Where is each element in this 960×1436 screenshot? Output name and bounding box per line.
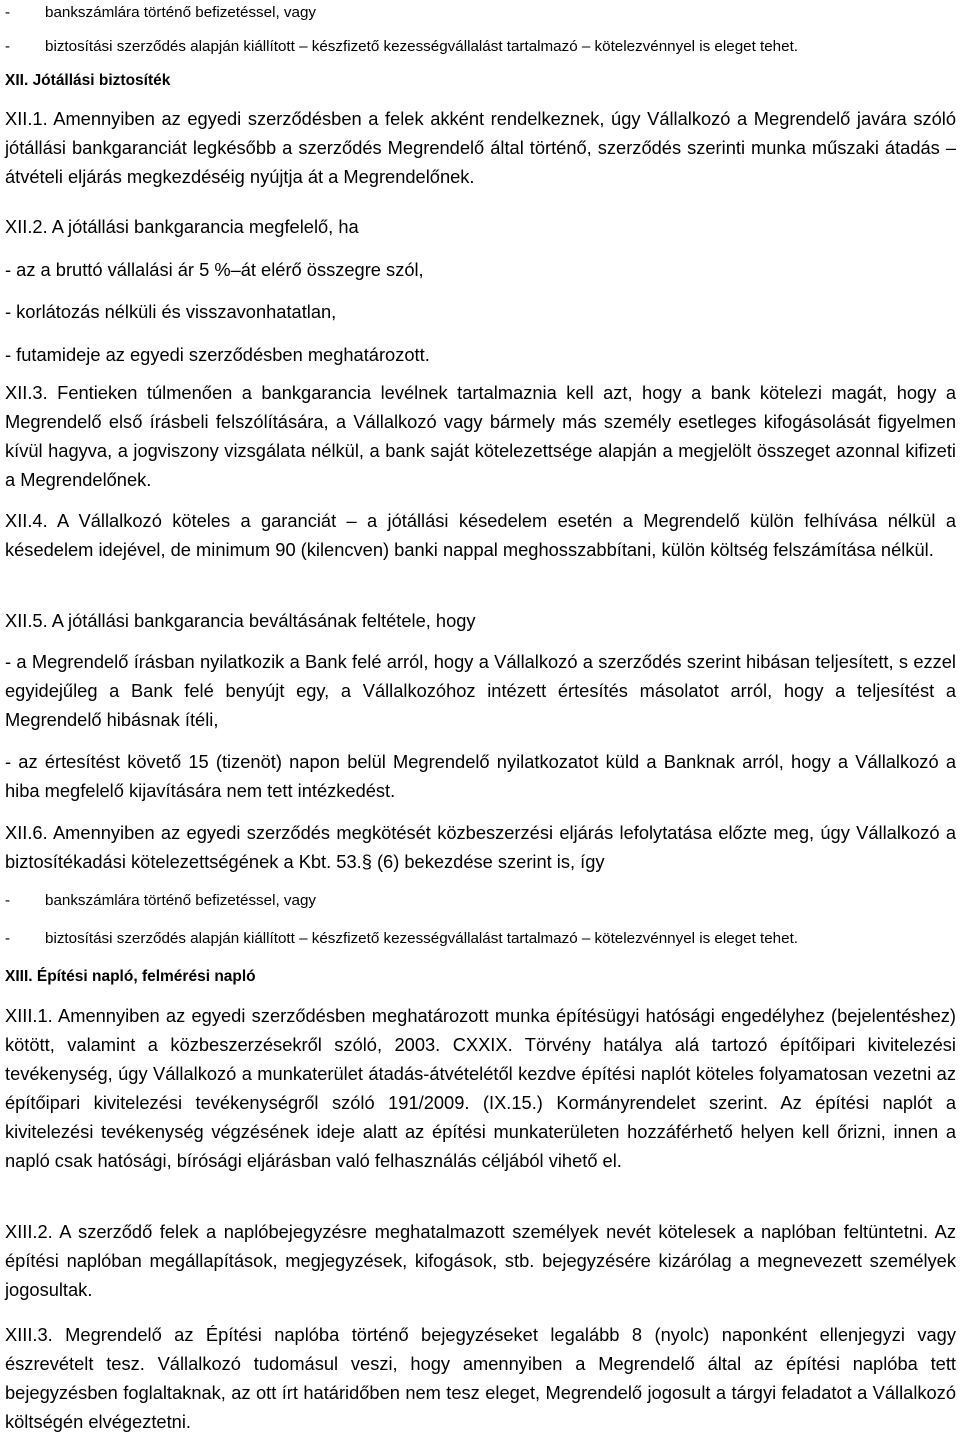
list-item: - a Megrendelő írásban nyilatkozik a Bank felé arról, hogy a Vállalkozó a szerződés szerint hibásan teljesített, s ezzel egyidejűleg a Bank felé benyújt egy, a Vállalkozóhoz intézett értesítés másolatot arról, hogy a teljesítést a Megrendelő hibásnak ítéli, [5, 651, 956, 730]
paragraph-xiii-2: XIII.2. A szerződő felek a naplóbejegyzésre meghatalmazott személyek nevét kötelesek a naplóban feltüntetni. Az építési naplóban megállapítások, megjegyzések, kifogások, stb. bejegyzésére kizárólag a megnevezett személyek jogosultak. [5, 1221, 956, 1300]
paragraph-xii-6: XII.6. Amennyiben az egyedi szerződés megkötését közbeszerzési eljárás lefolytatása előzte meg, úgy Vállalkozó a biztosítékadási kötelezettségének a Kbt. 53.§ (6) bekezdése szerint is, így [5, 822, 956, 872]
list-dash: - [5, 38, 11, 55]
paragraph-xii-1: XII.1. Amennyiben az egyedi szerződésben a felek akként rendelkeznek, úgy Vállalkozó a Megrendelő javára szóló jótállási bankgaranciát legkésőbb a szerződés Megrendelő által történő, szerződés szerinti munka műszaki átadás – átvételi eljárás megkezdéséig nyújtja át a Megrendelőnek. [5, 108, 956, 187]
list-item: - korlátozás nélküli és visszavonhatatlan, [5, 301, 337, 322]
paragraph-xiii-3: XIII.3. Megrendelő az Építési naplóba történő bejegyzéseket legalább 8 (nyolc) naponként ellenjegyzi vagy észrevételt tesz. Vállalkozó tudomásul veszi, hogy amennyiben a Megrendelő által az építési naplóba tett bejegyzésben foglaltaknak, az ott írt határidőben nem tesz eleget, Megrendelő jogosult a tárgyi feladatot a Vállalkozó költségén elvégeztetni. [5, 1324, 956, 1432]
list-item: - az értesítést követő 15 (tizenöt) napon belül Megrendelő nyilatkozatot küld a Banknak arról, hogy a Vállalkozó a hiba megfelelő kijavítására nem tett intézkedést. [5, 751, 956, 801]
list-item: - futamideje az egyedi szerződésben meghatározott. [5, 344, 430, 365]
list-dash: - [5, 892, 11, 909]
paragraph-xiii-1: XIII.1. Amennyiben az egyedi szerződésben meghatározott munka építésügyi hatósági engedélyhez (bejelentéshez) kötött, valamint a közbeszerzésekről szóló, 2003. CXXIX. Törvény hatálya alá tartozó építőipari kivitelezési tevékenység, úgy Vállalkozó a munkaterület átadás-átvételétől kezdve építési naplót köteles folyamatosan vezetni az építőipari kivitelezési tevékenységről szóló 191/2009. (IX.15.) Kormányrendelet szerint. Az építési naplót a kivitelezési tevékenység végzésének ideje alatt az építési munkaterületen hozzáférhető helyen kell őrizni, innen a napló csak hatósági, bírósági eljárásban való felhasználás céljából vihető el. [5, 1005, 956, 1171]
list-dash: - [5, 4, 11, 21]
list-item: - biztosítási szerződés alapján kiállított – készfizető kezességvállalást tartalmazó – kötelezvénnyel is eleget tehet. [5, 930, 799, 947]
top-list-item: - biztosítási szerződés alapján kiállított – készfizető kezességvállalást tartalmazó – kötelezvénnyel is eleget tehet. [5, 38, 799, 55]
paragraph-xii-3: XII.3. Fentieken túlmenően a bankgarancia levélnek tartalmaznia kell azt, hogy a bank kötelezi magát, hogy a Megrendelő első írásbeli felszólítására, a Vállalkozó vagy bármely más személy esetleges kifogásolását figyelmen kívül hagyva, a jogviszony vizsgálata nélkül, a bank saját kötelezettsége alapján a megjelölt összeget azonnal kifizeti a Megrendelőnek. [5, 382, 956, 490]
section-heading-xii: XII. Jótállási biztosíték [5, 72, 171, 89]
top-list-item: - bankszámlára történő befizetéssel, vagy [5, 4, 316, 21]
paragraph-xii-5: XII.5. A jótállási bankgarancia beváltásának feltétele, hogy [5, 610, 476, 631]
paragraph-xii-4: XII.4. A Vállalkozó köteles a garanciát – a jótállási késedelem esetén a Megrendelő külön felhívása nélkül a késedelem idejével, de minimum 90 (kilencven) banki nappal meghosszabbítani, külön költség felszámítása nélkül. [5, 510, 956, 560]
list-dash: - [5, 930, 11, 947]
section-heading-xiii: XIII. Építési napló, felmérési napló [5, 968, 256, 985]
list-item: - az a bruttó vállalási ár 5 %–át elérő összegre szól, [5, 259, 424, 280]
list-item: - bankszámlára történő befizetéssel, vagy [5, 892, 316, 909]
paragraph-xii-2: XII.2. A jótállási bankgarancia megfelelő, ha [5, 216, 359, 237]
